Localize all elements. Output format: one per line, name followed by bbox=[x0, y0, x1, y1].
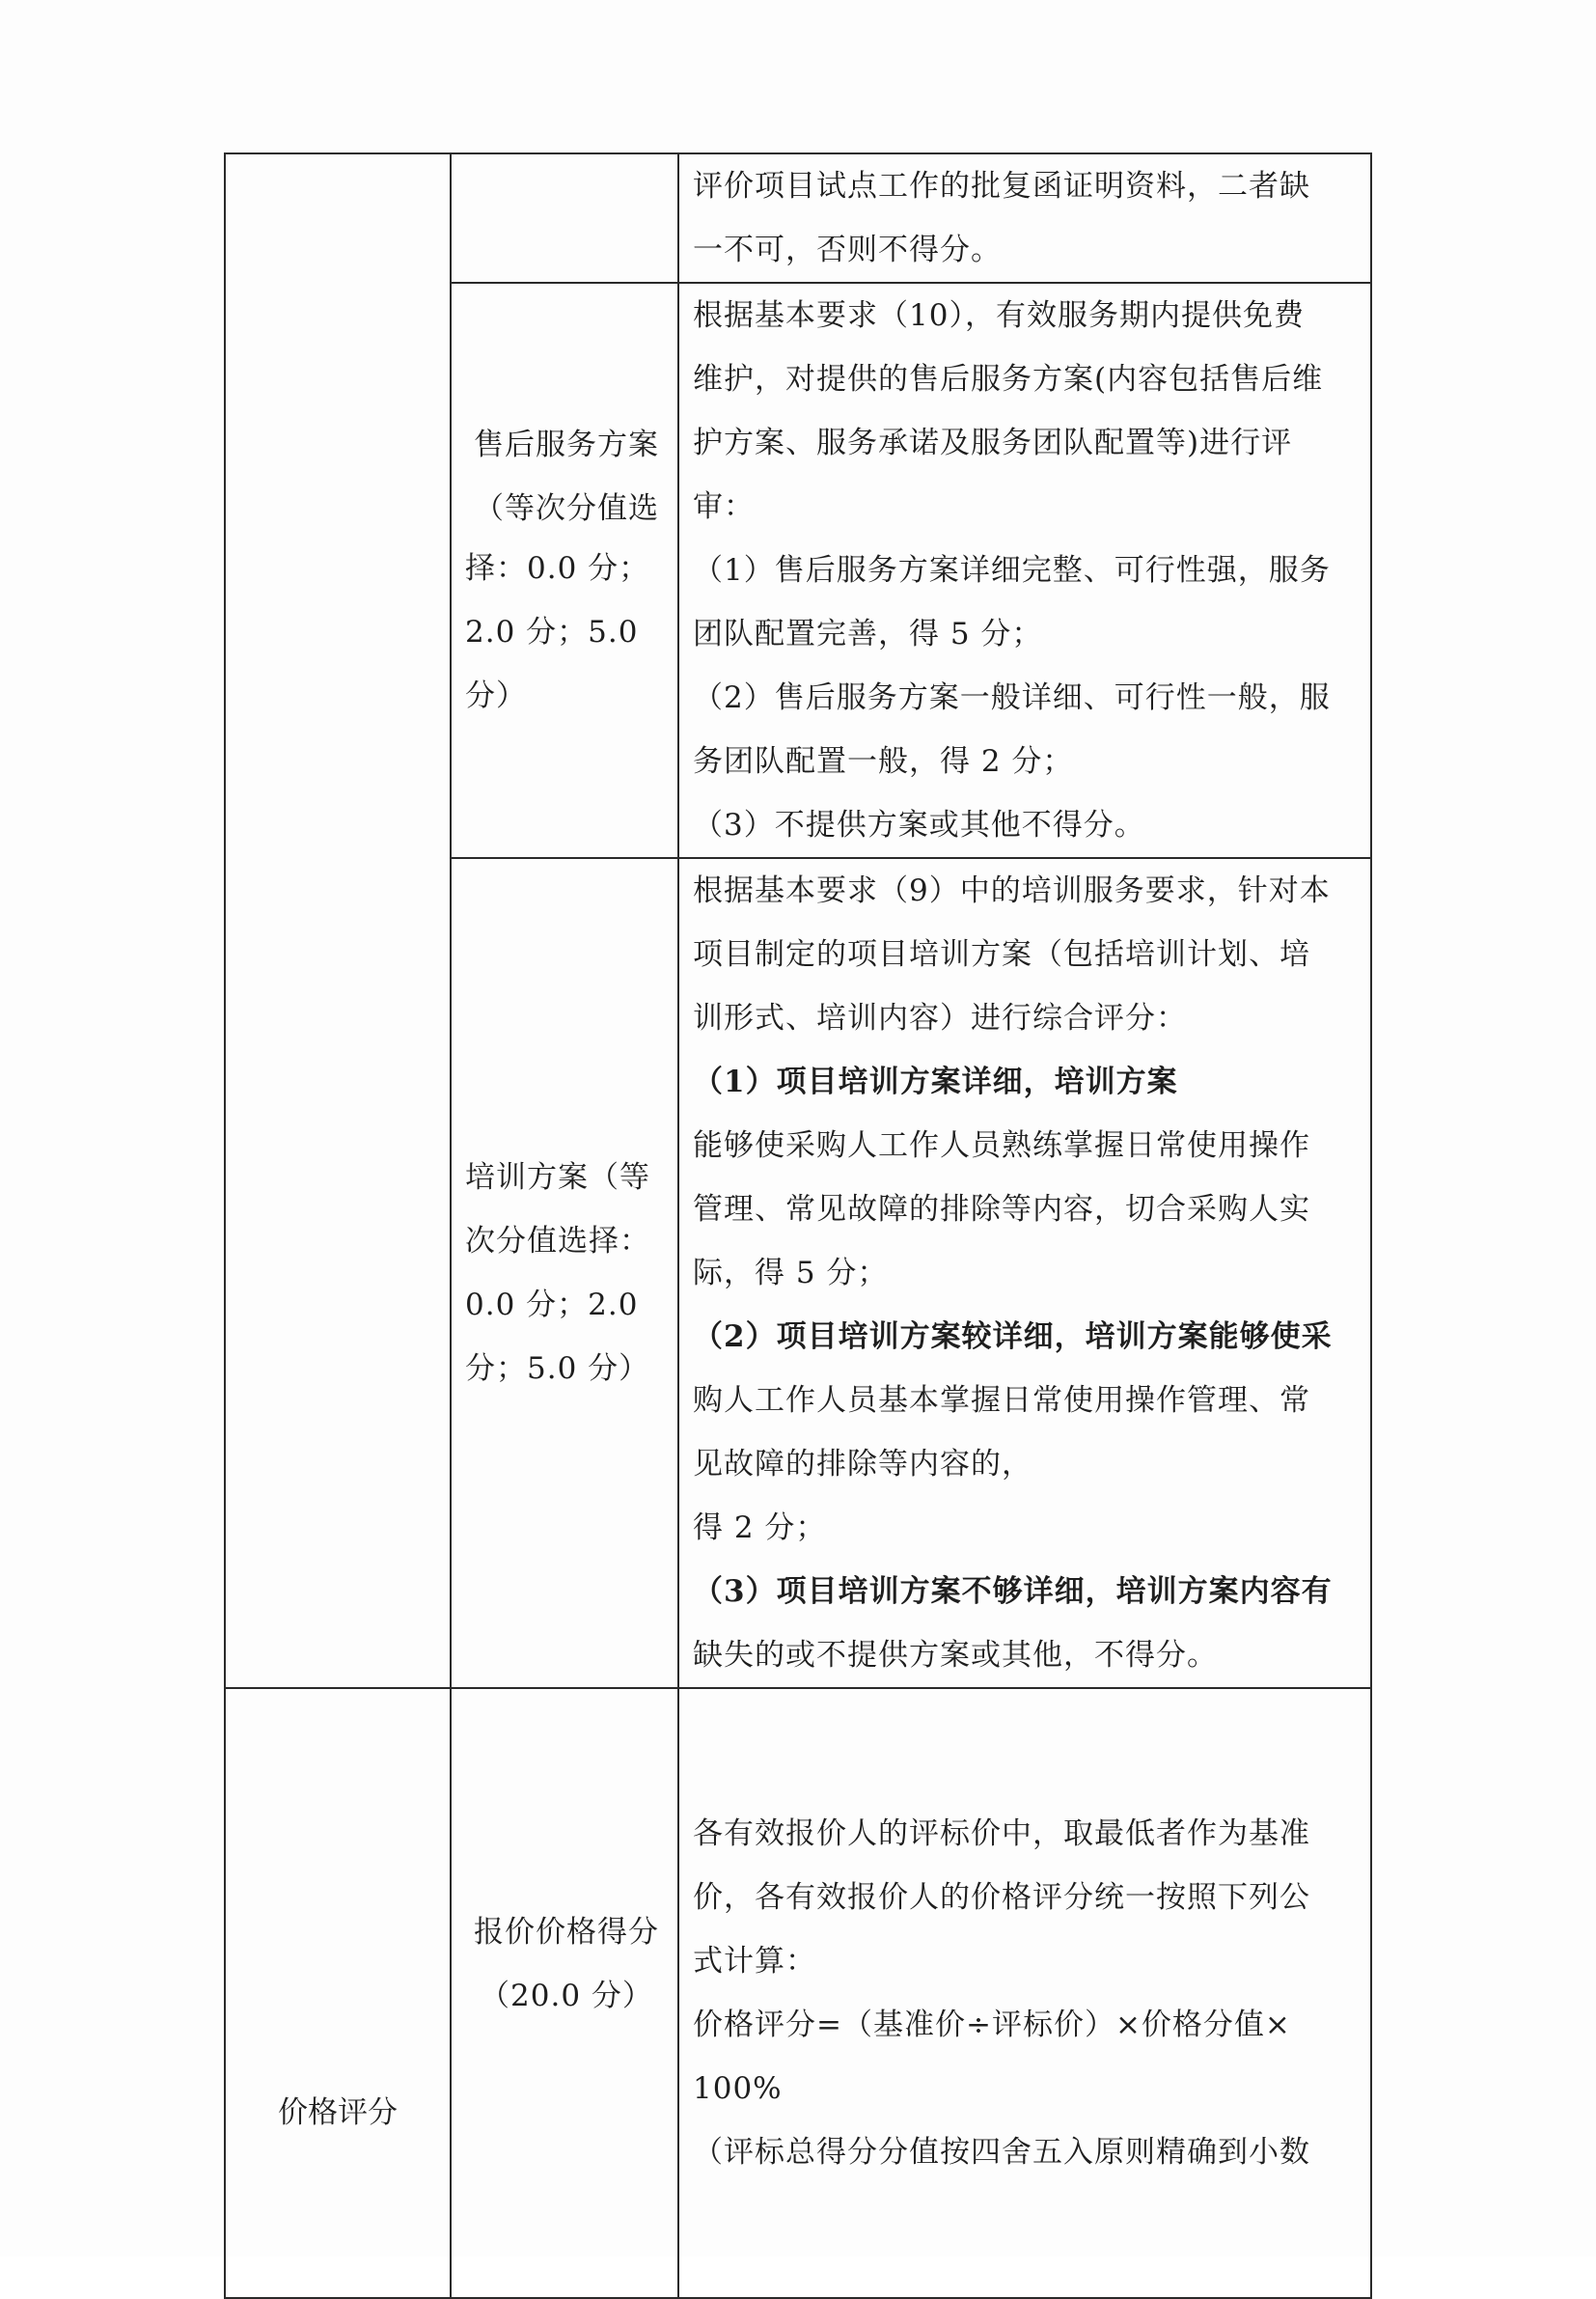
description-line: 评价项目试点工作的批复函证明资料，二者缺 bbox=[693, 169, 1310, 204]
description-line: 根据基本要求（9）中的培训服务要求，针对本 bbox=[693, 873, 1331, 908]
description-line: 一不可，否则不得分。 bbox=[693, 233, 1002, 267]
table-row bbox=[225, 1688, 1371, 2298]
criterion-line: 择：0.0 分； bbox=[465, 551, 650, 586]
criterion-line: 2.0 分；5.0 bbox=[465, 615, 639, 650]
description-line: 价，各有效报价人的价格评分统一按照下列公 bbox=[693, 1880, 1310, 1915]
criterion-line: 分；5.0 分） bbox=[465, 1351, 650, 1386]
scoring-table bbox=[224, 152, 1372, 2299]
description-line: （3）项目培训方案不够详细，培训方案内容有 bbox=[693, 1574, 1333, 1609]
description-line: 见故障的排除等内容的， bbox=[693, 1447, 1032, 1482]
description-line: 价格评分=（基准价÷评标价）×价格分值× bbox=[693, 2008, 1291, 2042]
description-cell bbox=[678, 1688, 1371, 2298]
criterion-line: 售后服务方案 bbox=[474, 428, 659, 462]
criterion-line: 次分值选择： bbox=[465, 1224, 650, 1259]
description-line: 得 2 分； bbox=[693, 1510, 827, 1545]
table-row bbox=[225, 153, 1371, 283]
description-line: 维护，对提供的售后服务方案(内容包括售后维 bbox=[693, 362, 1324, 397]
description-line: （2）项目培训方案较详细，培训方案能够使采 bbox=[693, 1319, 1333, 1354]
description-line: 管理、常见故障的排除等内容，切合采购人实 bbox=[693, 1192, 1310, 1227]
description-line: （3）不提供方案或其他不得分。 bbox=[693, 808, 1145, 843]
criterion-cell bbox=[451, 858, 678, 1688]
description-line: 项目制定的项目培训方案（包括培训计划、培 bbox=[693, 937, 1310, 972]
criterion-line: （20.0 分） bbox=[480, 1979, 653, 2013]
criterion-line: 分） bbox=[465, 679, 527, 713]
description-line: 务团队配置一般，得 2 分； bbox=[693, 744, 1074, 779]
description-line: 护方案、服务承诺及服务团队配置等)进行评 bbox=[693, 426, 1293, 460]
criterion-cell bbox=[451, 283, 678, 858]
description-line: 各有效报价人的评标价中，取最低者作为基准 bbox=[693, 1816, 1310, 1851]
description-line: 100% bbox=[693, 2071, 783, 2106]
criterion-line: 报价价格得分 bbox=[474, 1915, 659, 1950]
category-cell bbox=[225, 1688, 451, 2298]
description-line: 根据基本要求（10），有效服务期内提供免费 bbox=[693, 298, 1305, 333]
category-cell-empty bbox=[225, 153, 451, 1688]
criterion-cell-empty bbox=[451, 153, 678, 283]
criterion-line: （等次分值选 bbox=[474, 491, 659, 526]
description-cell bbox=[678, 858, 1371, 1688]
description-line: （评标总得分分值按四舍五入原则精确到小数 bbox=[693, 2135, 1310, 2170]
description-cell bbox=[678, 283, 1371, 858]
criterion-line: 0.0 分；2.0 bbox=[465, 1288, 639, 1322]
category-label: 价格评分 bbox=[278, 2094, 398, 2130]
description-line: 缺失的或不提供方案或其他，不得分。 bbox=[693, 1638, 1218, 1673]
description-line: 能够使采购人工作人员熟练掌握日常使用操作 bbox=[693, 1128, 1310, 1163]
description-line: 际，得 5 分； bbox=[693, 1256, 889, 1290]
description-line: 训形式、培训内容）进行综合评分： bbox=[693, 1001, 1187, 1036]
description-line: 审： bbox=[693, 489, 755, 524]
description-line: （1）项目培训方案详细，培训方案 bbox=[693, 1065, 1178, 1099]
description-cell bbox=[678, 153, 1371, 283]
description-line: （1）售后服务方案详细完整、可行性强，服务 bbox=[693, 553, 1331, 588]
description-line: 团队配置完善，得 5 分； bbox=[693, 617, 1043, 651]
description-line: 购人工作人员基本掌握日常使用操作管理、常 bbox=[693, 1383, 1310, 1418]
criterion-cell bbox=[451, 1688, 678, 2298]
description-line: （2）售后服务方案一般详细、可行性一般，服 bbox=[693, 680, 1331, 715]
criterion-line: 培训方案（等 bbox=[465, 1160, 650, 1195]
description-line: 式计算： bbox=[693, 1944, 816, 1979]
